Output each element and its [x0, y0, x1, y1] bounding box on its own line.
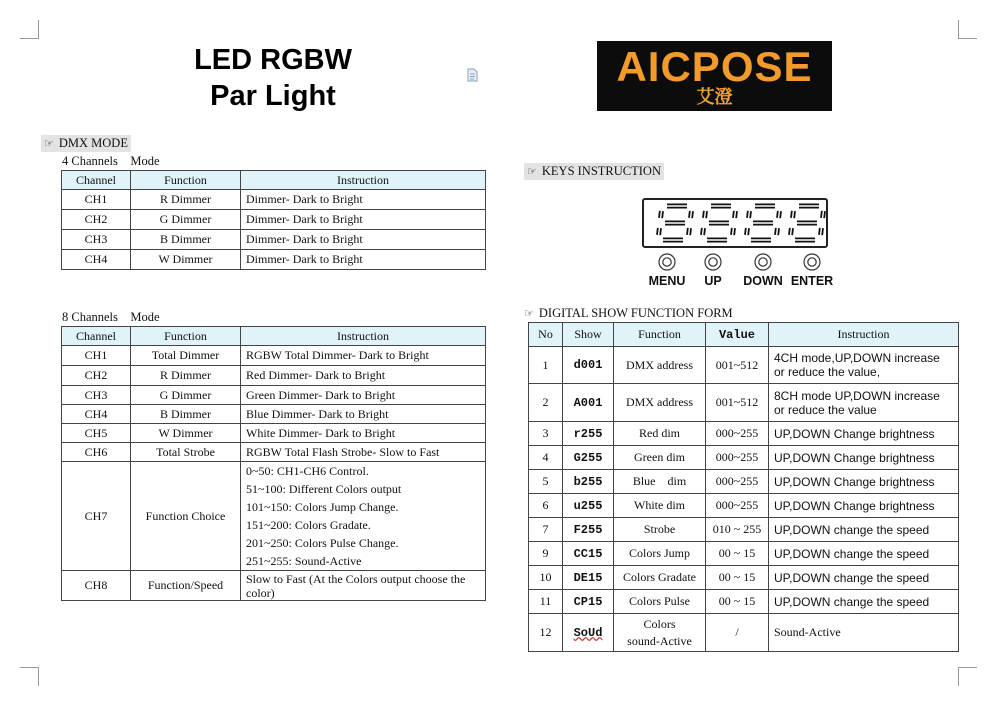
- column-header: Instruction: [769, 323, 959, 347]
- function-cell: R Dimmer: [131, 366, 241, 386]
- keys-instruction-heading: [524, 163, 664, 180]
- value-cell: /: [706, 614, 769, 652]
- value-cell: 001~512: [706, 384, 769, 422]
- table-row: [529, 566, 959, 590]
- value-cell: 00 ~ 15: [706, 566, 769, 590]
- display-segment-highlight: [661, 211, 662, 218]
- column-header: Instruction: [241, 327, 486, 346]
- pointing-hand-icon: ☞: [44, 137, 54, 150]
- column-header: Function: [131, 327, 241, 346]
- pointing-hand-icon: ☞: [524, 307, 534, 320]
- table-row: [529, 494, 959, 518]
- crop-mark-top-left: [20, 20, 39, 39]
- logo-text: AICPOSE: [616, 43, 813, 90]
- table-row: [529, 614, 959, 652]
- document-icon[interactable]: [466, 68, 480, 82]
- value-cell: 000~255: [706, 470, 769, 494]
- instruction-line: 151~200: Colors Gradate.: [246, 518, 371, 532]
- instruction-cell: 4CH mode,UP,DOWN increase or reduce the value,: [769, 347, 959, 384]
- function-cell: DMX address: [614, 347, 706, 384]
- display-segment-highlight: [689, 228, 690, 235]
- instruction-cell: Dimmer- Dark to Bright: [241, 210, 486, 230]
- column-header: Instruction: [241, 171, 486, 190]
- function-cell: Colors Pulse: [614, 590, 706, 614]
- function-cell: B Dimmer: [131, 230, 241, 250]
- function-cell: Blue dim: [614, 470, 706, 494]
- table-row: [62, 571, 486, 601]
- seven-segment-readout: [644, 200, 826, 246]
- value-cell: 00 ~ 15: [706, 590, 769, 614]
- instruction-cell: UP,DOWN Change brightness: [769, 470, 959, 494]
- channel-cell: CH1: [62, 190, 131, 210]
- instruction-cell: Blue Dimmer- Dark to Bright: [241, 405, 486, 424]
- table-row: [62, 405, 486, 424]
- value-cell: 000~255: [706, 494, 769, 518]
- no-cell: 2: [529, 384, 563, 422]
- no-cell: 7: [529, 518, 563, 542]
- display-digit: [703, 206, 736, 240]
- circle-button-icon: [657, 252, 677, 272]
- no-cell: 6: [529, 494, 563, 518]
- table-header-row: [62, 171, 486, 190]
- function-cell: B Dimmer: [131, 405, 241, 424]
- crop-mark-bottom-left: [20, 667, 39, 686]
- display-segment-highlight: [777, 228, 778, 235]
- no-cell: 10: [529, 566, 563, 590]
- document-title: [150, 42, 396, 114]
- down-key[interactable]: [736, 252, 790, 289]
- show-cell: CP15: [563, 590, 614, 614]
- display-digit: [747, 206, 780, 240]
- function-cell: Total Strobe: [131, 443, 241, 462]
- crop-mark-top-right: [958, 20, 977, 39]
- table-row: [529, 470, 959, 494]
- enter-key-label: ENTER: [790, 274, 834, 288]
- display-segment-highlight: [691, 211, 692, 218]
- eight-channel-label: 8 Channels Mode: [62, 310, 160, 324]
- dmx-mode-heading-text: DMX MODE: [58, 136, 128, 150]
- table-row: [62, 210, 486, 230]
- display-segment-highlight: [703, 228, 704, 235]
- instruction-line: 101~150: Colors Jump Change.: [246, 500, 399, 514]
- dmx-mode-heading: [41, 135, 131, 152]
- function-cell: W Dimmer: [131, 424, 241, 443]
- instruction-cell: Red Dimmer- Dark to Bright: [241, 366, 486, 386]
- circle-button-icon: [753, 252, 773, 272]
- display-segment-highlight: [821, 228, 822, 235]
- table-row: [62, 190, 486, 210]
- table-row: [62, 462, 486, 571]
- no-cell: 9: [529, 542, 563, 566]
- control-keys: [640, 252, 850, 290]
- function-cell: W Dimmer: [131, 250, 241, 270]
- digital-show-heading: [524, 305, 733, 322]
- column-header: Function: [614, 323, 706, 347]
- function-cell: R Dimmer: [131, 190, 241, 210]
- table-row: [529, 347, 959, 384]
- instruction-line: 51~100: Different Colors output: [246, 482, 402, 496]
- column-header: Function: [131, 171, 241, 190]
- value-cell: 000~255: [706, 446, 769, 470]
- table-row: [62, 250, 486, 270]
- display-segment-highlight: [791, 228, 792, 235]
- pointing-hand-icon: ☞: [527, 165, 537, 178]
- display-segment-highlight: [779, 211, 780, 218]
- instruction-cell: UP,DOWN change the speed: [769, 566, 959, 590]
- instruction-cell: UP,DOWN Change brightness: [769, 494, 959, 518]
- instruction-cell: UP,DOWN change the speed: [769, 542, 959, 566]
- function-cell: Function/Speed: [131, 571, 241, 601]
- title-line-1: LED RGBW: [194, 44, 352, 76]
- instruction-line: 201~250: Colors Pulse Change.: [246, 536, 399, 550]
- function-line: Colors: [643, 616, 676, 631]
- channel-cell: CH8: [62, 571, 131, 601]
- show-cell: DE15: [563, 566, 614, 590]
- led-display: [642, 198, 828, 248]
- instruction-line: 251~255: Sound-Active: [246, 554, 362, 568]
- value-cell: 000~255: [706, 422, 769, 446]
- table-row: [529, 446, 959, 470]
- function-cell: G Dimmer: [131, 386, 241, 405]
- display-digit: [659, 206, 692, 240]
- display-segment-highlight: [747, 228, 748, 235]
- title-line-2: Par Light: [210, 80, 336, 112]
- no-cell: 11: [529, 590, 563, 614]
- show-cell: CC15: [563, 542, 614, 566]
- show-cell: r255: [563, 422, 614, 446]
- channel-cell: CH4: [62, 250, 131, 270]
- table-row: [529, 590, 959, 614]
- function-cell: G Dimmer: [131, 210, 241, 230]
- show-cell: A001: [563, 384, 614, 422]
- display-segment-highlight: [823, 211, 824, 218]
- up-key-label: UP: [704, 274, 722, 288]
- channel-cell: CH4: [62, 405, 131, 424]
- table-row: [62, 366, 486, 386]
- show-cell: u255: [563, 494, 614, 518]
- instruction-cell: 8CH mode UP,DOWN increase or reduce the value: [769, 384, 959, 422]
- down-key-label: DOWN: [743, 274, 783, 288]
- table-row: [62, 424, 486, 443]
- instruction-line: 0~50: CH1-CH6 Control.: [246, 464, 369, 478]
- function-cell: Green dim: [614, 446, 706, 470]
- display-segment-highlight: [659, 228, 660, 235]
- menu-key-label: MENU: [648, 274, 686, 288]
- show-cell: b255: [563, 470, 614, 494]
- table-row: [529, 542, 959, 566]
- display-segment-highlight: [749, 211, 750, 218]
- instruction-cell: UP,DOWN Change brightness: [769, 446, 959, 470]
- show-cell: [563, 614, 614, 652]
- channel-cell: CH7: [62, 462, 131, 571]
- channel-cell: CH3: [62, 386, 131, 405]
- instruction-cell: UP,DOWN change the speed: [769, 518, 959, 542]
- channel-cell: CH5: [62, 424, 131, 443]
- value-cell: 001~512: [706, 347, 769, 384]
- show-cell: d001: [563, 347, 614, 384]
- function-cell: Total Dimmer: [131, 346, 241, 366]
- function-cell: Colors Gradate: [614, 566, 706, 590]
- column-header: Channel: [62, 327, 131, 346]
- show-cell: F255: [563, 518, 614, 542]
- display-segment-highlight: [705, 211, 706, 218]
- logo-subtext: 艾澄: [696, 87, 733, 108]
- instruction-cell: Sound-Active: [769, 614, 959, 652]
- instruction-cell: UP,DOWN change the speed: [769, 590, 959, 614]
- table-row: [62, 346, 486, 366]
- circle-button-icon: [703, 252, 723, 272]
- function-cell: DMX address: [614, 384, 706, 422]
- instruction-cell: White Dimmer- Dark to Bright: [241, 424, 486, 443]
- instruction-cell: Dimmer- Dark to Bright: [241, 250, 486, 270]
- instruction-cell: [241, 462, 486, 571]
- function-cell: Red dim: [614, 422, 706, 446]
- table-row: [62, 386, 486, 405]
- show-cell: G255: [563, 446, 614, 470]
- four-channel-label: 4 Channels Mode: [62, 154, 160, 168]
- function-cell: Function Choice: [131, 462, 241, 571]
- column-header: No: [529, 323, 563, 347]
- column-header: Show: [563, 323, 614, 347]
- table-header-row: [529, 323, 959, 347]
- keys-instruction-heading-text: KEYS INSTRUCTION: [541, 164, 661, 178]
- eight-channel-table: [61, 326, 486, 601]
- show-code: SoUd: [573, 625, 603, 640]
- instruction-cell: Slow to Fast (At the Colors output choose the color): [241, 571, 486, 601]
- function-cell: White dim: [614, 494, 706, 518]
- function-cell: Strobe: [614, 518, 706, 542]
- no-cell: 12: [529, 614, 563, 652]
- table-row: [529, 518, 959, 542]
- column-header: Channel: [62, 171, 131, 190]
- function-cell: Colors Jump: [614, 542, 706, 566]
- up-key[interactable]: [686, 252, 740, 289]
- enter-key[interactable]: [785, 252, 839, 289]
- table-header-row: [62, 327, 486, 346]
- function-line: sound-Active: [627, 633, 692, 648]
- table-row: [62, 230, 486, 250]
- channel-cell: CH1: [62, 346, 131, 366]
- display-segment-highlight: [733, 228, 734, 235]
- channel-cell: CH2: [62, 210, 131, 230]
- instruction-cell: Dimmer- Dark to Bright: [241, 230, 486, 250]
- digital-show-table: [528, 322, 959, 652]
- brand-logo: [597, 41, 832, 111]
- table-row: [529, 384, 959, 422]
- instruction-cell: UP,DOWN Change brightness: [769, 422, 959, 446]
- value-cell: 010 ~ 255: [706, 518, 769, 542]
- value-cell: 00 ~ 15: [706, 542, 769, 566]
- four-channel-table: [61, 170, 486, 270]
- no-cell: 4: [529, 446, 563, 470]
- no-cell: 5: [529, 470, 563, 494]
- instruction-cell: RGBW Total Dimmer- Dark to Bright: [241, 346, 486, 366]
- no-cell: 1: [529, 347, 563, 384]
- instruction-cell: RGBW Total Flash Strobe- Slow to Fast: [241, 443, 486, 462]
- channel-cell: CH3: [62, 230, 131, 250]
- no-cell: 3: [529, 422, 563, 446]
- display-segment-highlight: [735, 211, 736, 218]
- channel-cell: CH6: [62, 443, 131, 462]
- channel-cell: CH2: [62, 366, 131, 386]
- function-cell: [614, 614, 706, 652]
- instruction-cell: Dimmer- Dark to Bright: [241, 190, 486, 210]
- display-digit: [791, 206, 824, 240]
- instruction-cell: Green Dimmer- Dark to Bright: [241, 386, 486, 405]
- digital-show-heading-text: DIGITAL SHOW FUNCTION FORM: [538, 306, 733, 320]
- circle-button-icon: [802, 252, 822, 272]
- table-row: [62, 443, 486, 462]
- display-segment-highlight: [793, 211, 794, 218]
- column-header: Value: [706, 323, 769, 347]
- crop-mark-bottom-right: [958, 667, 977, 686]
- table-row: [529, 422, 959, 446]
